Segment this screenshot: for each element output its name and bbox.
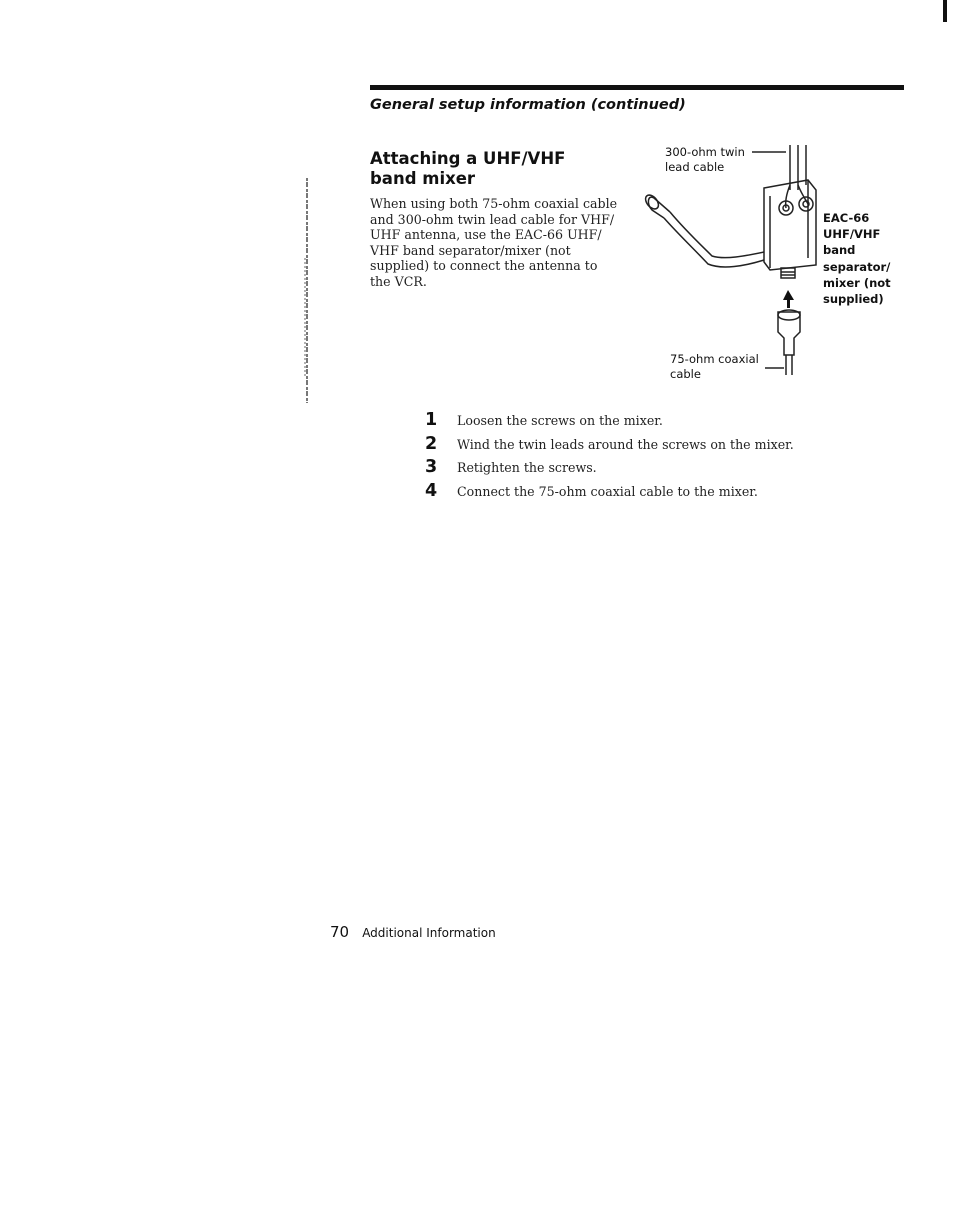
page-number: 70	[330, 923, 350, 941]
mixer-diagram	[640, 140, 840, 380]
header-rule	[370, 85, 904, 90]
label-twin-lead-cable: 300-ohm twin lead cable	[665, 145, 745, 174]
step-text: Wind the twin leads around the screws on the mixer.	[457, 436, 794, 452]
step-item	[425, 457, 845, 481]
step-number: 2	[425, 433, 438, 454]
step-text: Retighten the screws.	[457, 460, 597, 475]
section-header: General setup information (continued)	[370, 97, 686, 113]
page-edge-mark	[943, 0, 947, 22]
step-text: Loosen the screws on the mixer.	[457, 413, 663, 428]
step-number: 3	[425, 457, 438, 477]
label-band-mixer: EAC-66 UHF/VHF band separator/ mixer (not supplied)	[823, 211, 891, 307]
label-coaxial-cable: 75-ohm coaxial cable	[670, 352, 759, 381]
step-item	[425, 410, 845, 434]
footer-title: Additional Information	[362, 926, 496, 940]
step-item	[425, 481, 845, 505]
body-paragraph: When using both 75-ohm coaxial cable and 300-ohm twin lead cable for VHF/ UHF antenna, use the EAC-66 UHF/ VHF band separator/mixer (not supplied) to connect the antenna to the VCR.	[370, 196, 618, 289]
page-footer	[330, 922, 496, 941]
section-heading: Attaching a UHF/VHF band mixer	[370, 149, 566, 188]
step-text: Connect the 75-ohm coaxial cable to the mixer.	[457, 483, 758, 499]
step-number: 1	[425, 410, 438, 430]
step-item	[425, 434, 845, 458]
scan-binding-artifact	[301, 178, 313, 403]
steps-list	[425, 410, 845, 504]
step-number: 4	[425, 480, 438, 501]
